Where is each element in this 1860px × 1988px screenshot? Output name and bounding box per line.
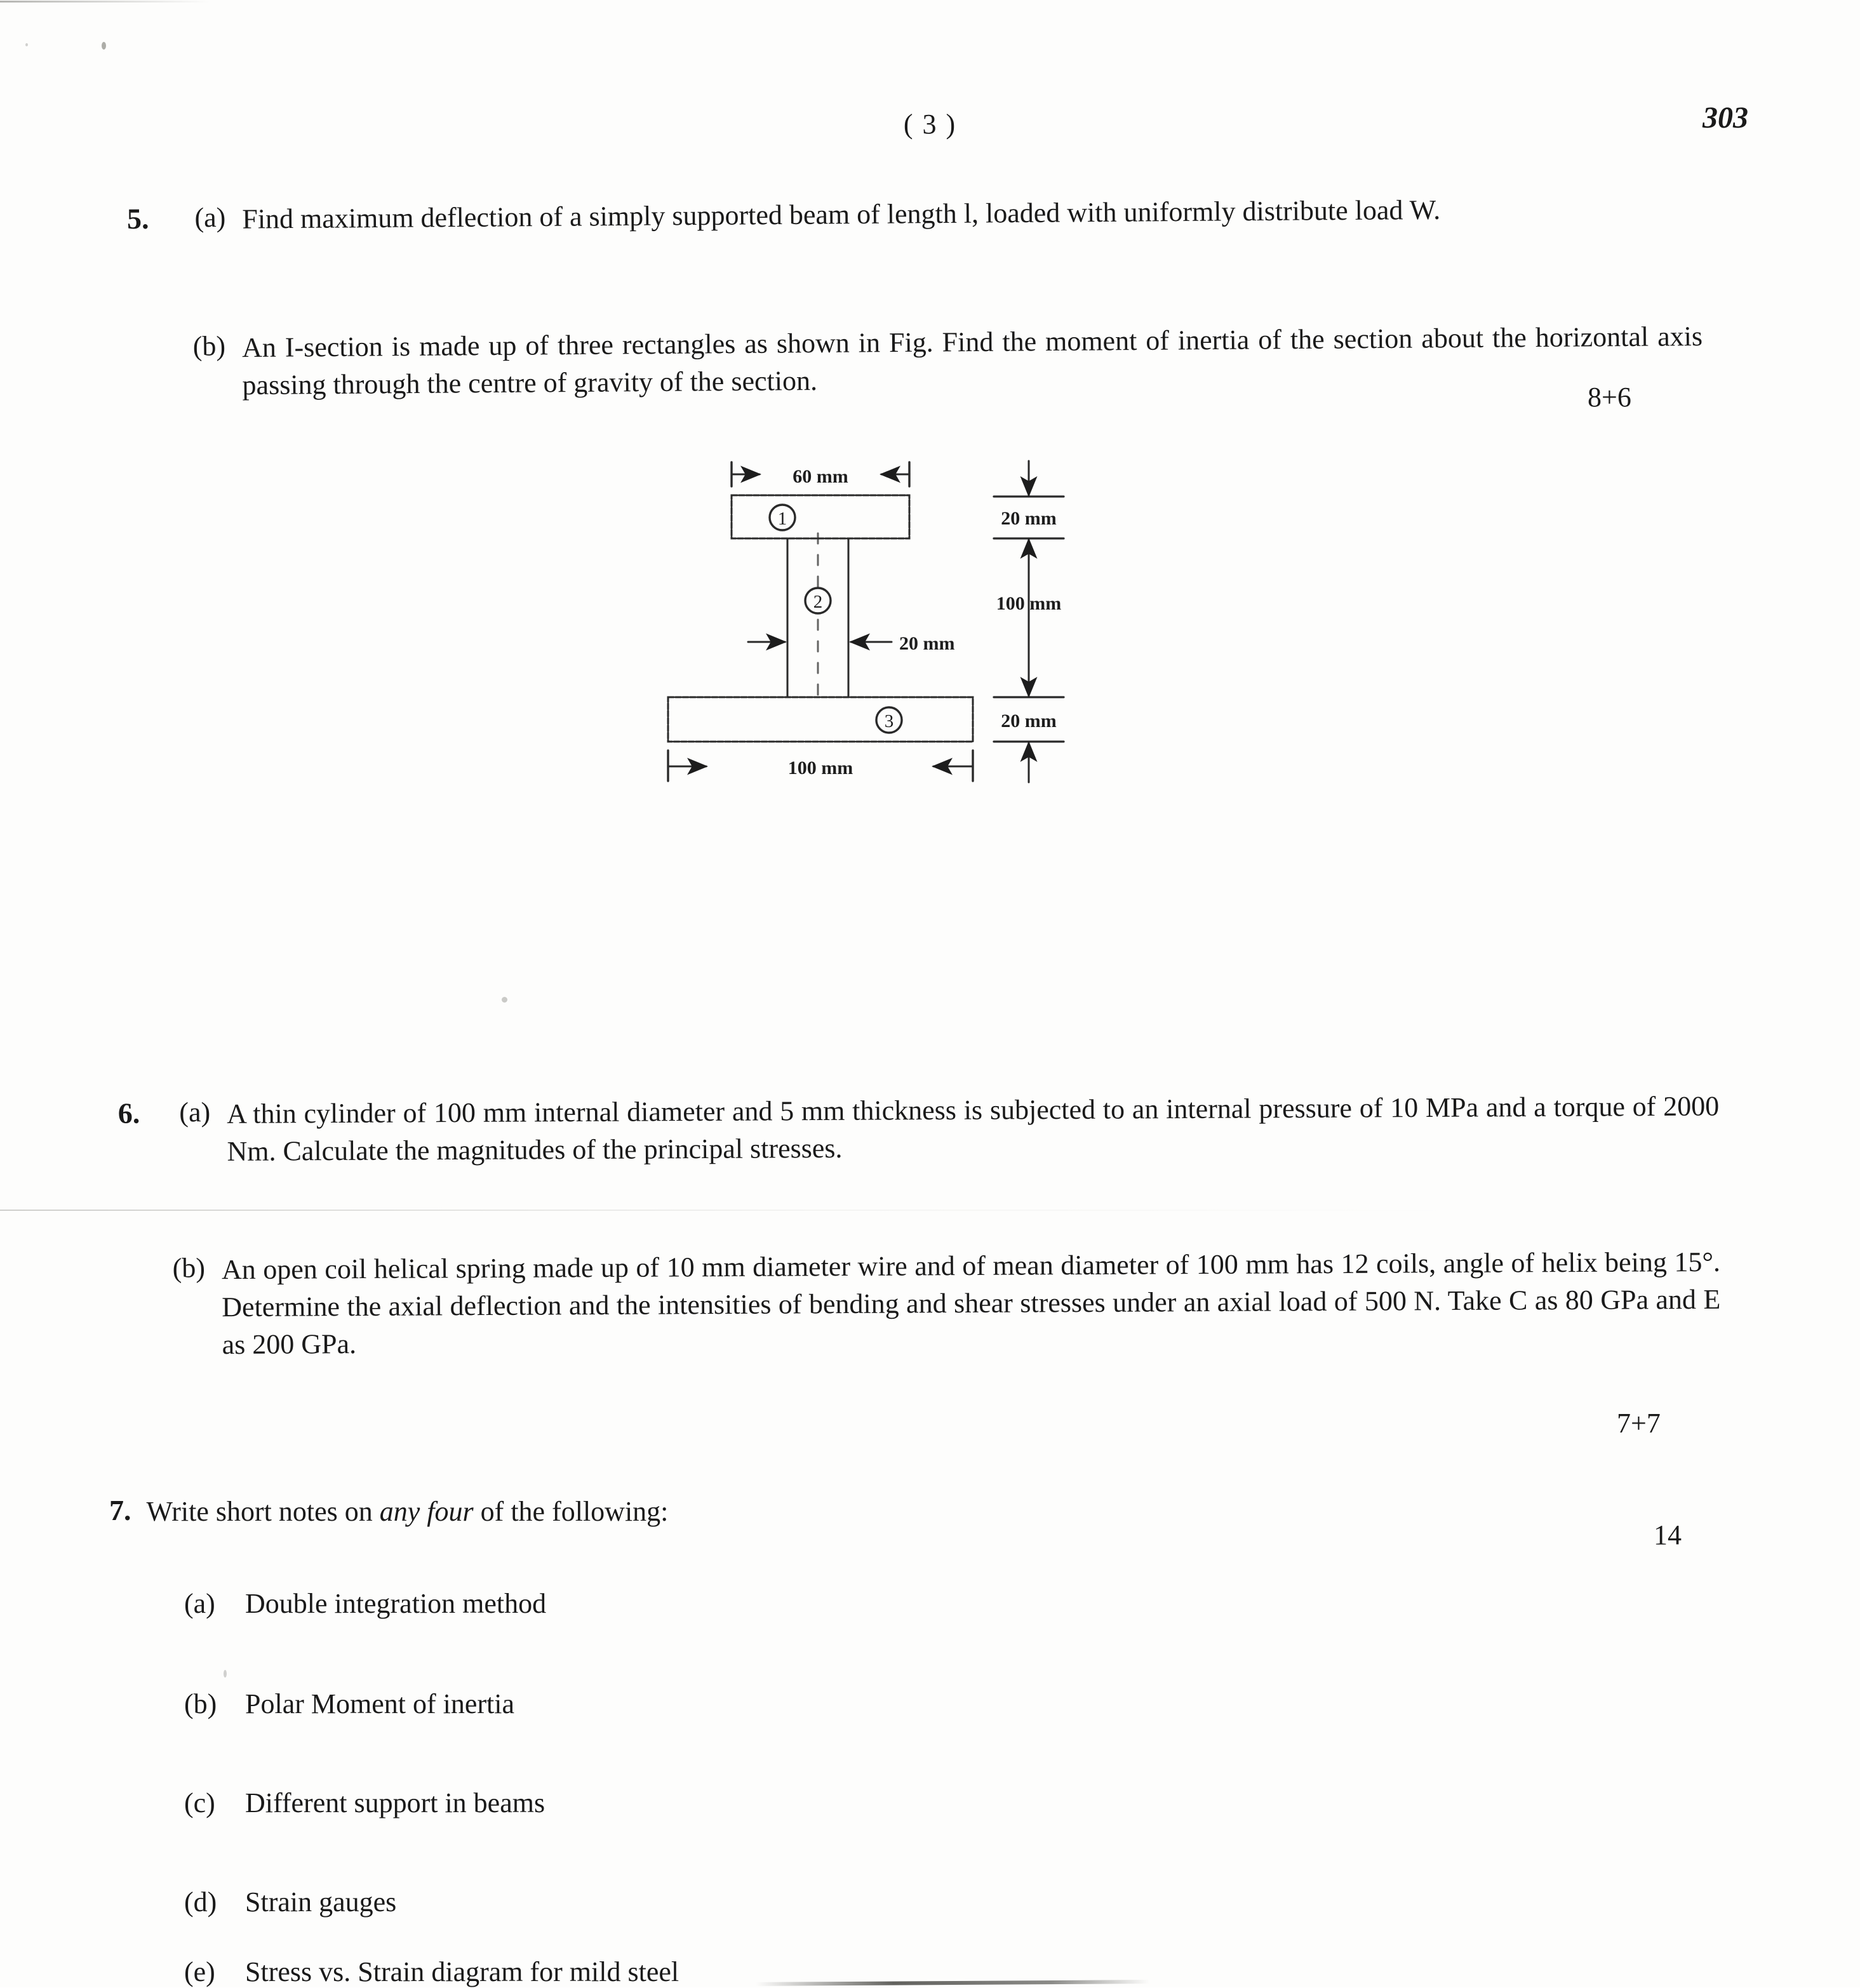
note-item-e — [184, 1956, 679, 1988]
scan-artifact-top — [0, 1, 210, 3]
page-number: ( 3 ) — [903, 109, 957, 140]
scan-speck — [502, 997, 507, 1003]
question-6-number: 6. — [117, 1097, 140, 1130]
dim-web-thickness: 20 mm — [899, 633, 955, 654]
note-item-a-label: (a) — [184, 1588, 215, 1619]
scan-speck — [224, 1670, 227, 1678]
question-7-stem-tail: of the following: — [473, 1496, 669, 1527]
question-6b-label: (b) — [172, 1252, 206, 1284]
question-5b-text: An I-section is made up of three rectangles as shown in Fig. Find the moment of inertia of the section about the horizontal axis passing through the centre of gravity of the section. — [241, 321, 1703, 401]
question-5a-label: (a) — [194, 201, 226, 234]
question-6a-text: A thin cylinder of 100 mm internal diameter and 5 mm thickness is subjected to an internal pressure of 10 MPa and a torque of 2000 Nm. Calculate the magnitudes of the principal stresses. — [227, 1090, 1720, 1167]
question-6b — [173, 1243, 1767, 1364]
note-item-a — [184, 1587, 546, 1620]
dim-top-flange-thickness: 20 mm — [1001, 508, 1057, 529]
part-marker-2: 2 — [813, 592, 823, 612]
dim-bottom-flange-thickness: 20 mm — [1001, 710, 1057, 731]
question-7 — [109, 1493, 1379, 1531]
scan-artifact-middle — [0, 1210, 1461, 1211]
dim-web-height: 100 mm — [996, 593, 1062, 614]
note-item-e-label: (e) — [184, 1956, 215, 1987]
note-item-c — [184, 1787, 545, 1819]
question-7-stem — [147, 1493, 669, 1531]
dim-top-flange-width: 60 mm — [793, 466, 848, 487]
question-6a-label: (a) — [179, 1097, 211, 1128]
dim-bottom-flange-width: 100 mm — [787, 757, 853, 778]
note-item-e-text: Stress vs. Strain diagram for mild steel — [245, 1956, 679, 1987]
scan-speck — [25, 43, 28, 46]
note-item-c-text: Different support in beams — [245, 1787, 545, 1818]
note-item-b-text: Polar Moment of inertia — [245, 1688, 515, 1719]
question-5a-text: Find maximum deflection of a simply supported beam of length l, loaded with uniformly distribute load W. — [242, 194, 1441, 235]
question-7-marks: 14 — [1654, 1519, 1682, 1551]
note-item-b — [184, 1688, 514, 1720]
part-marker-1: 1 — [777, 509, 787, 529]
note-item-c-label: (c) — [184, 1787, 215, 1818]
note-item-b-label: (b) — [184, 1688, 217, 1719]
note-item-d-label: (d) — [184, 1886, 217, 1918]
question-7-stem-emphasis: any four — [379, 1496, 474, 1527]
scan-artifact-bottom — [756, 1980, 1149, 1986]
note-item-d — [184, 1886, 396, 1918]
question-5b — [193, 317, 1762, 404]
question-6 — [118, 1088, 1763, 1171]
scan-speck — [102, 42, 106, 50]
note-item-d-text: Strain gauges — [245, 1886, 397, 1918]
question-6b-text: An open coil helical spring made up of 10 mm diameter wire and of mean diameter of 100 mm has 12 coils, angle of helix being 15°. Determine the axial deflection and the intensities of bending and shear stresses under an axial load of 500 N. Take C as 80 GPa and E as 200 GPa. — [221, 1246, 1721, 1361]
i-section-figure — [635, 457, 1219, 778]
question-7-number: 7. — [109, 1494, 131, 1526]
question-5-number: 5. — [126, 202, 149, 236]
question-5b-label: (b) — [192, 330, 226, 362]
paper-code: 303 — [1703, 101, 1748, 135]
question-6-marks: 7+7 — [1617, 1408, 1661, 1439]
note-item-a-text: Double integration method — [245, 1588, 547, 1619]
question-7-stem-lead: Write short notes on — [146, 1496, 380, 1527]
question-5-marks: 8+6 — [1588, 382, 1631, 413]
question-5 — [127, 189, 1753, 239]
part-marker-3: 3 — [884, 711, 894, 731]
